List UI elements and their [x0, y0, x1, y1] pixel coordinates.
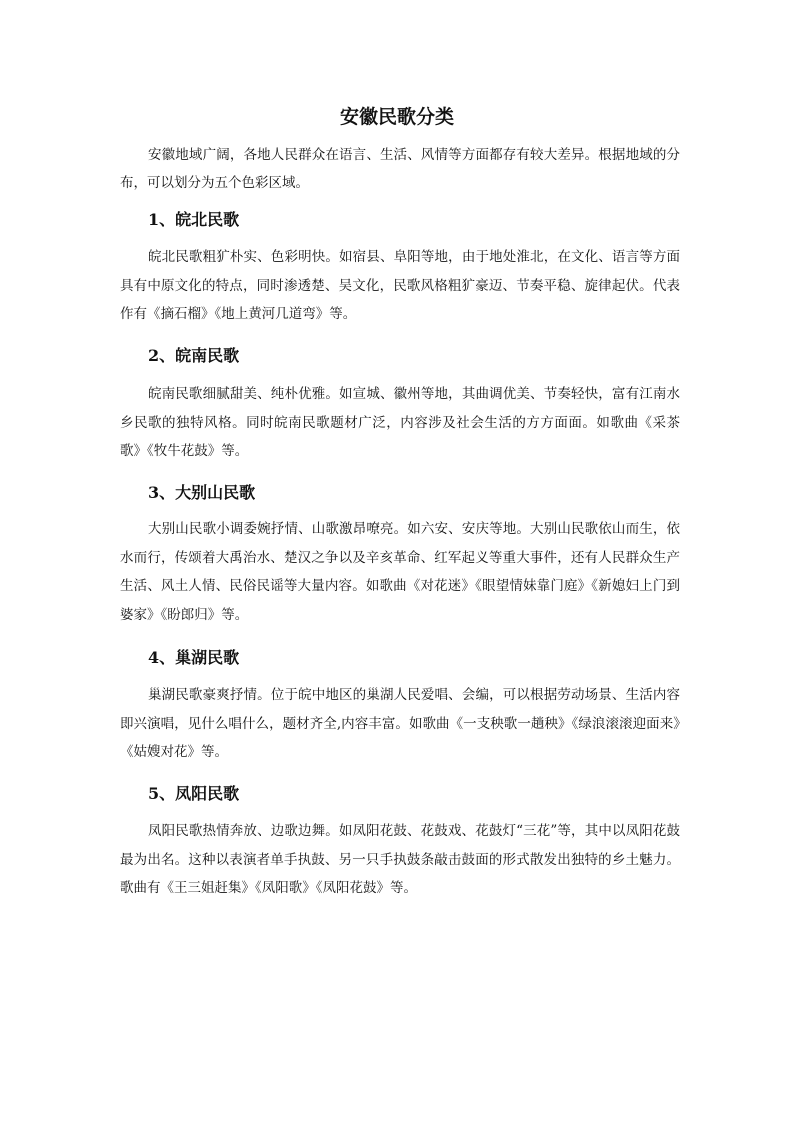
section-heading-dabieshan: 3、大别山民歌: [148, 483, 256, 502]
section-body-chaohu: 巢湖民歌豪爽抒情。位于皖中地区的巢湖人民爱唱、会编，可以根据劳动场景、生活内容即兴演唱，见什么唱什么，题材齐全,内容丰富。如歌曲《一支秧歌一趟秧》《绿浪滚滚迎面来》《姑嫂对花》等。: [120, 687, 680, 760]
section-body-wanbei: 皖北民歌粗犷朴实、色彩明快。如宿县、阜阳等地，由于地处淮北，在文化、语言等方面具有中原文化的特点，同时渗透楚、吴文化，民歌风格粗犷豪迈、节奏平稳、旋律起伏。代表作有《摘石榴》《地上黄河几道弯》等。: [120, 249, 680, 322]
section-heading-wanbei: 1、皖北民歌: [148, 210, 240, 229]
section-body-wannan: 皖南民歌细腻甜美、纯朴优雅。如宣城、徽州等地，其曲调优美、节奏轻快，富有江南水乡民歌的独特风格。同时皖南民歌题材广泛，内容涉及社会生活的方方面面。如歌曲《采茶歌》《牧牛花鼓》等。: [120, 386, 680, 459]
page-title: 安徽民歌分类: [339, 106, 454, 128]
section-heading-chaohu: 4、巢湖民歌: [148, 648, 240, 667]
intro-paragraph: 安徽地域广阔，各地人民群众在语言、生活、风情等方面都存有较大差异。根据地域的分布，可以划分为五个色彩区域。: [120, 147, 680, 191]
section-body-fengyang: 凤阳民歌热情奔放、边歌边舞。如凤阳花鼓、花鼓戏、花鼓灯“三花”等，其中以凤阳花鼓最为出名。这种以表演者单手执鼓、另一只手执鼓条敲击鼓面的形式散发出独特的乡土魅力。歌曲有《王三姐赶集》《凤阳歌》《凤阳花鼓》等。: [120, 823, 680, 896]
section-heading-wannan: 2、皖南民歌: [148, 346, 240, 365]
section-heading-fengyang: 5、凤阳民歌: [148, 784, 240, 803]
section-body-dabieshan: 大别山民歌小调委婉抒情、山歌激昂嘹亮。如六安、安庆等地。大别山民歌依山而生，依水而行，传颂着大禹治水、楚汉之争以及辛亥革命、红军起义等重大事件，还有人民群众生产生活、风土人情、民俗民谣等大量内容。如歌曲《对花迷》《眼望情妹靠门庭》《新媳妇上门到婆家》《盼郎归》等。: [120, 521, 680, 623]
